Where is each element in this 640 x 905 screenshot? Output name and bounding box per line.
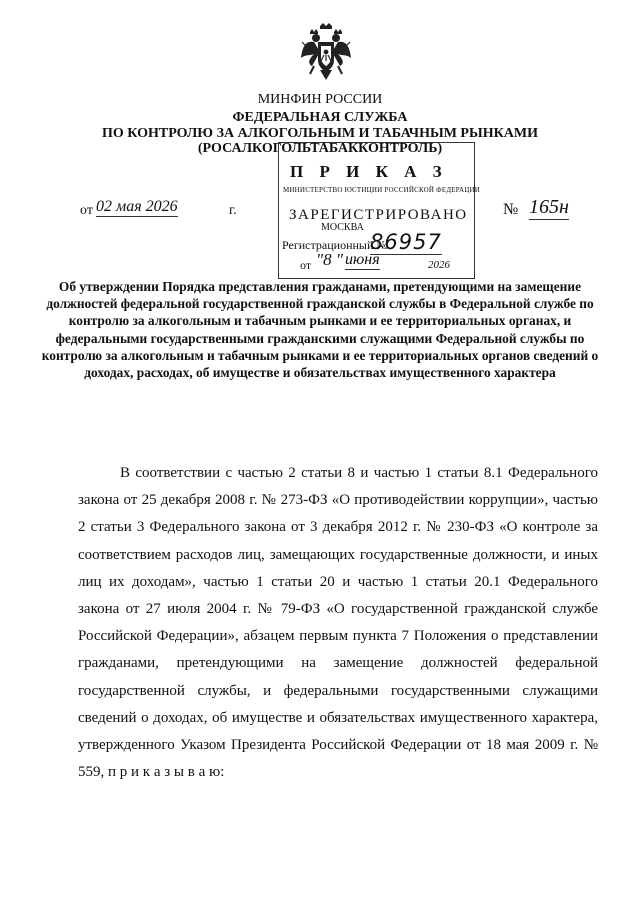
order-number-handwritten: 165н [529,196,569,218]
order-date-prefix: от [80,203,93,218]
stamp-regno-value: 86957 [370,230,442,254]
body-paragraph: В соответствии с частью 2 статьи 8 и частью 1 статьи 8.1 Федерального закона от 25 декабря 2008 г. № 273-ФЗ «О противодействии коррупции», частью 2 статьи 3 Федерального закона от 3 декабря 2012 г. № 230-ФЗ «О контроле за соответствием расходов лиц, замещающих государственные должности, и иных лиц их доходам», частью 1 статьи 20 и частью 1 статьи 20.1 Федерального закона от 27 июля 2004 г. № 79-ФЗ «О государственной гражданской службе Российской Федерации», абзацем первым пункта 7 Положения о представлении гражданами, претендующими на замещение должностей федеральной государственной службы, и федеральными государственными служащими сведений о доходах, об имуществе и обязательствах имущественного характера, утвержденного Указом Президента Российской Федерации от 18 мая 2009 г. № 559, п р и к а з ы в а ю: [78,465,598,781]
russian-coat-of-arms-icon [300,22,352,84]
order-date-suffix: г. [229,203,237,218]
ministry-name: МИНФИН РОССИИ [257,92,383,107]
stamp-registered: ЗАРЕГИСТРИРОВАНО [289,207,468,223]
service-name-line-2: ПО КОНТРОЛЮ ЗА АЛКОГОЛЬНЫМ И ТАБАЧНЫМ РЫНКАМИ [102,126,538,141]
service-name-line-3: (РОСАЛКОГОЛЬТАБАККОНТРОЛЬ) [197,141,443,156]
stamp-date-month: июня [345,251,380,268]
order-number-prefix: № [503,201,519,218]
stamp-date-year: 2026 [428,259,450,271]
order-heading: П Р И К А З [290,162,448,181]
document-title: Об утверждении Порядка представления гражданами, претендующими на замещение должностей федеральной государственной гражданской службы в Федеральной службе по контролю за алкогольным и табачным рынками и ее территориальных органах, и федеральными государственными гражданскими служащими Федеральной службы по контролю за алкогольным и табачным рынками и ее территориальных органов сведений о доходах, расходах, об имуществе и обязательствах имущественного характера [41,279,599,381]
order-date-handwritten: 02 мая 2026 [96,198,178,215]
stamp-date-day: "8 " [316,250,344,269]
stamp-regno-label: Регистрационный № [282,238,388,252]
service-name-line-1: ФЕДЕРАЛЬНАЯ СЛУЖБА [232,110,408,125]
stamp-date-prefix: от [300,258,312,272]
stamp-city: МОСКВА [321,222,364,233]
stamp-ministry: МИНИСТЕРСТВО ЮСТИЦИИ РОССИЙСКОЙ ФЕДЕРАЦИИ [283,186,480,194]
